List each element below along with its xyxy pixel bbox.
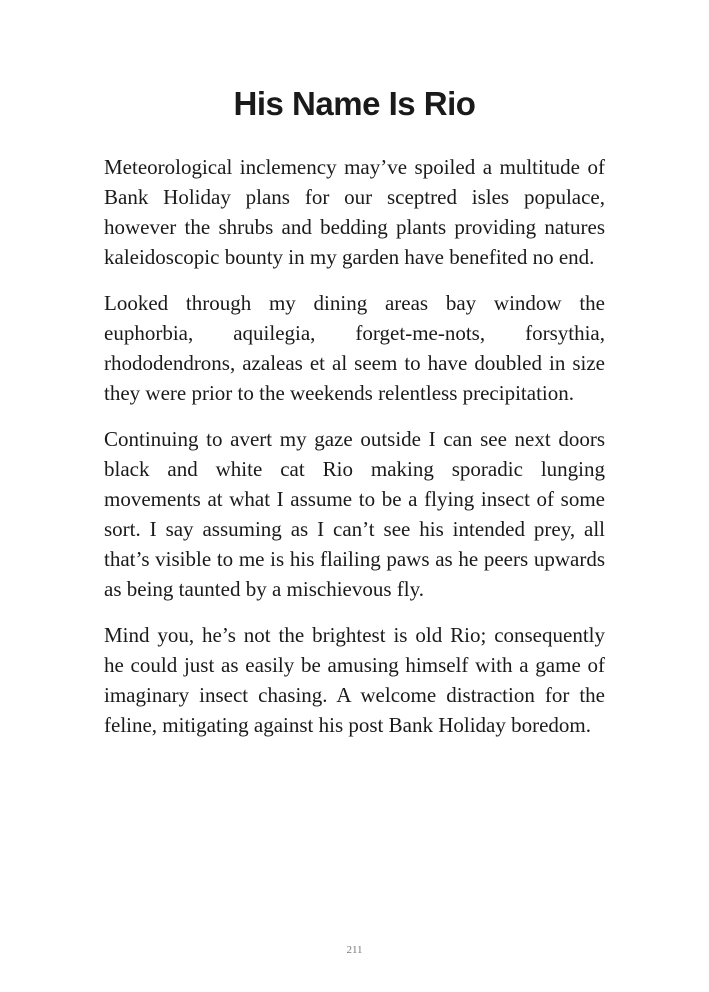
- chapter-title: His Name Is Rio: [233, 85, 476, 122]
- paragraph-4: Mind you, he’s not the brightest is old Rio; consequently he could just as easily be amusing himself with a game of imaginary insect chasing. A welcome distraction for the feline, mitigating against his post Bank Holiday boredom.: [104, 623, 605, 737]
- paragraph-2: Looked through my dining areas bay window the euphorbia, aquilegia, forget-me-nots, forsythia, rhododendrons, azaleas et al seem to have doubled in size they were prior to the weekends relentless precipitation.: [104, 291, 605, 405]
- page-number: 211: [346, 944, 363, 956]
- paragraph-1: Meteorological inclemency may’ve spoiled a multitude of Bank Holiday plans for our sceptred isles populace, however the shrubs and bedding plants providing natures kaleidoscopic bounty in my garden have benefited no end.: [104, 155, 605, 269]
- chapter-body: [104, 152, 605, 756]
- paragraph-3: Continuing to avert my gaze outside I can see next doors black and white cat Rio making sporadic lunging movements at what I assume to be a flying insect of some sort. I say assuming as I can’t see his intended prey, all that’s visible to me is his flailing paws as he peers upwards as being taunted by a mischievous fly.: [104, 427, 605, 601]
